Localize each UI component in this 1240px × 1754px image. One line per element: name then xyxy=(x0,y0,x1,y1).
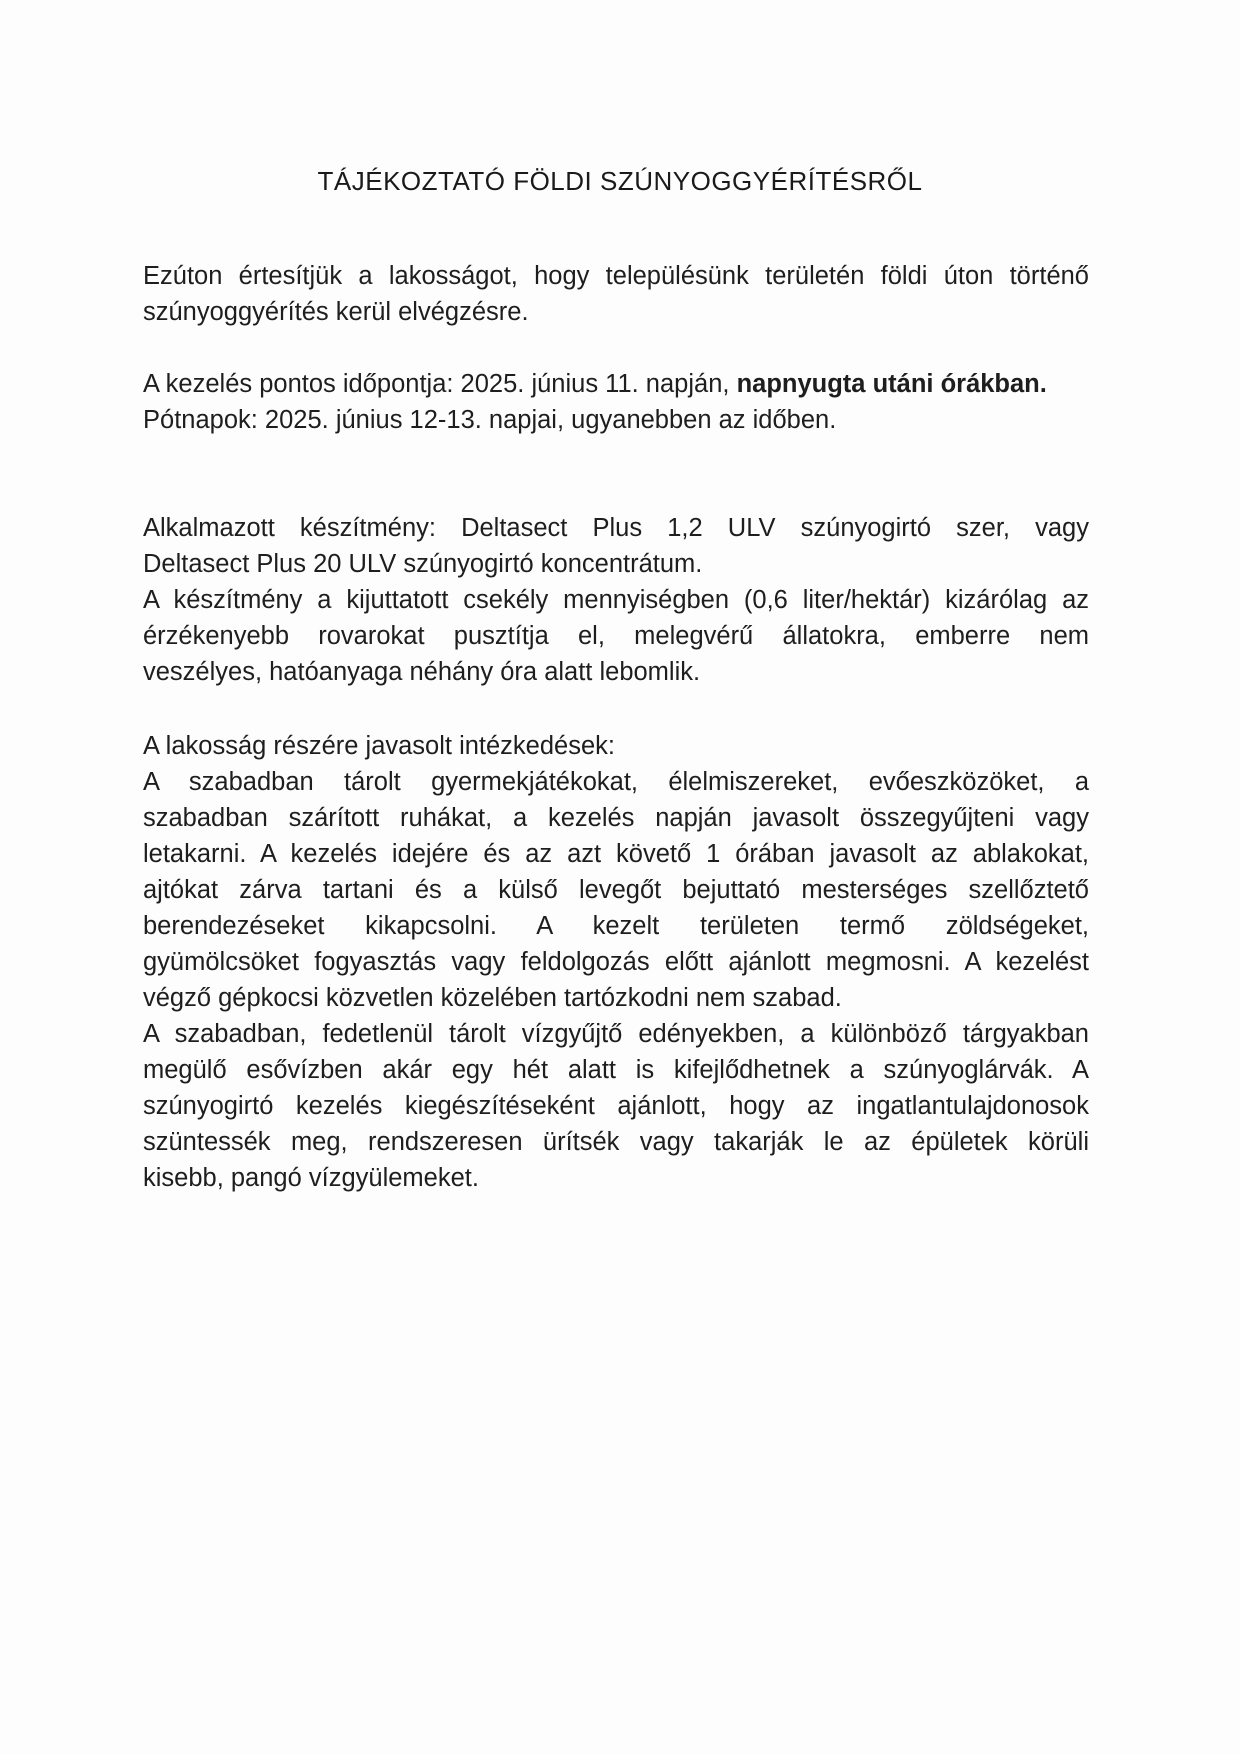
treatment-time xyxy=(143,366,1089,402)
measures-line: ajtókat zárva tartani és a külső levegőt bejuttató mesterséges szellőztető xyxy=(143,876,1089,904)
measures-line: szüntessék meg, rendszeresen ürítsék vagy takarják le az épületek körüli xyxy=(143,1128,1089,1156)
treatment-time-emphasis: napnyugta utáni órákban. xyxy=(736,370,1047,398)
measures-line: szabadban szárított ruhákat, a kezelés napján javasolt összegyűjteni vagy xyxy=(143,804,1089,832)
product-line-2: Deltasect Plus 20 ULV szúnyogirtó koncentrátum. xyxy=(143,550,703,578)
measures-heading: A lakosság részére javasolt intézkedések: xyxy=(143,732,615,760)
product-line-3: A készítmény a kijuttatott csekély mennyiségben (0,6 liter/hektár) kizárólag az xyxy=(143,586,1089,614)
measures-line: A szabadban, fedetlenül tárolt vízgyűjtő edényekben, a különböző tárgyakban xyxy=(143,1020,1089,1048)
measures-line: szúnyogirtó kezelés kiegészítéseként ajánlott, hogy az ingatlantulajdonosok xyxy=(143,1092,1089,1120)
measures-line: A szabadban tárolt gyermekjátékokat, élelmiszereket, evőeszközöket, a xyxy=(143,768,1089,796)
measures-line: gyümölcsöket fogyasztás vagy feldolgozás előtt ajánlott megmosni. A kezelést xyxy=(143,948,1089,976)
intro-paragraph xyxy=(143,258,1089,330)
measures-line: kisebb, pangó vízgyülemeket. xyxy=(143,1164,479,1192)
product-line-5: veszélyes, hatóanyaga néhány óra alatt lebomlik. xyxy=(143,658,701,686)
product-line-1: Alkalmazott készítmény: Deltasect Plus 1,2 ULV szúnyogirtó szer, vagy xyxy=(143,514,1089,542)
document-title: TÁJÉKOZTATÓ FÖLDI SZÚNYOGGYÉRÍTÉSRŐL xyxy=(317,166,923,196)
measures-section xyxy=(143,728,1089,1196)
measures-line: letakarni. A kezelés idejére és az azt követő 1 órában javasolt az ablakokat, xyxy=(143,840,1089,868)
intro-line-1: Ezúton értesítjük a lakosságot, hogy településünk területén földi úton történő xyxy=(143,262,1089,290)
schedule-paragraph xyxy=(143,366,1089,438)
product-paragraph xyxy=(143,510,1089,690)
backup-days: Pótnapok: 2025. június 12-13. napjai, ugyanebben az időben. xyxy=(143,406,837,434)
measures-line: berendezéseket kikapcsolni. A kezelt területen termő zöldségeket, xyxy=(143,912,1089,940)
product-line-4: érzékenyebb rovarokat pusztítja el, melegvérű állatokra, emberre nem xyxy=(143,622,1089,650)
measures-line: végző gépkocsi közvetlen közelében tartózkodni nem szabad. xyxy=(143,984,842,1012)
measures-line: megülő esővízben akár egy hét alatt is kifejlődhetnek a szúnyoglárvák. A xyxy=(143,1056,1089,1084)
treatment-time-text: A kezelés pontos időpontja: 2025. június 11. napján, xyxy=(143,370,737,398)
intro-line-2: szúnyoggyérítés kerül elvégzésre. xyxy=(143,298,529,326)
